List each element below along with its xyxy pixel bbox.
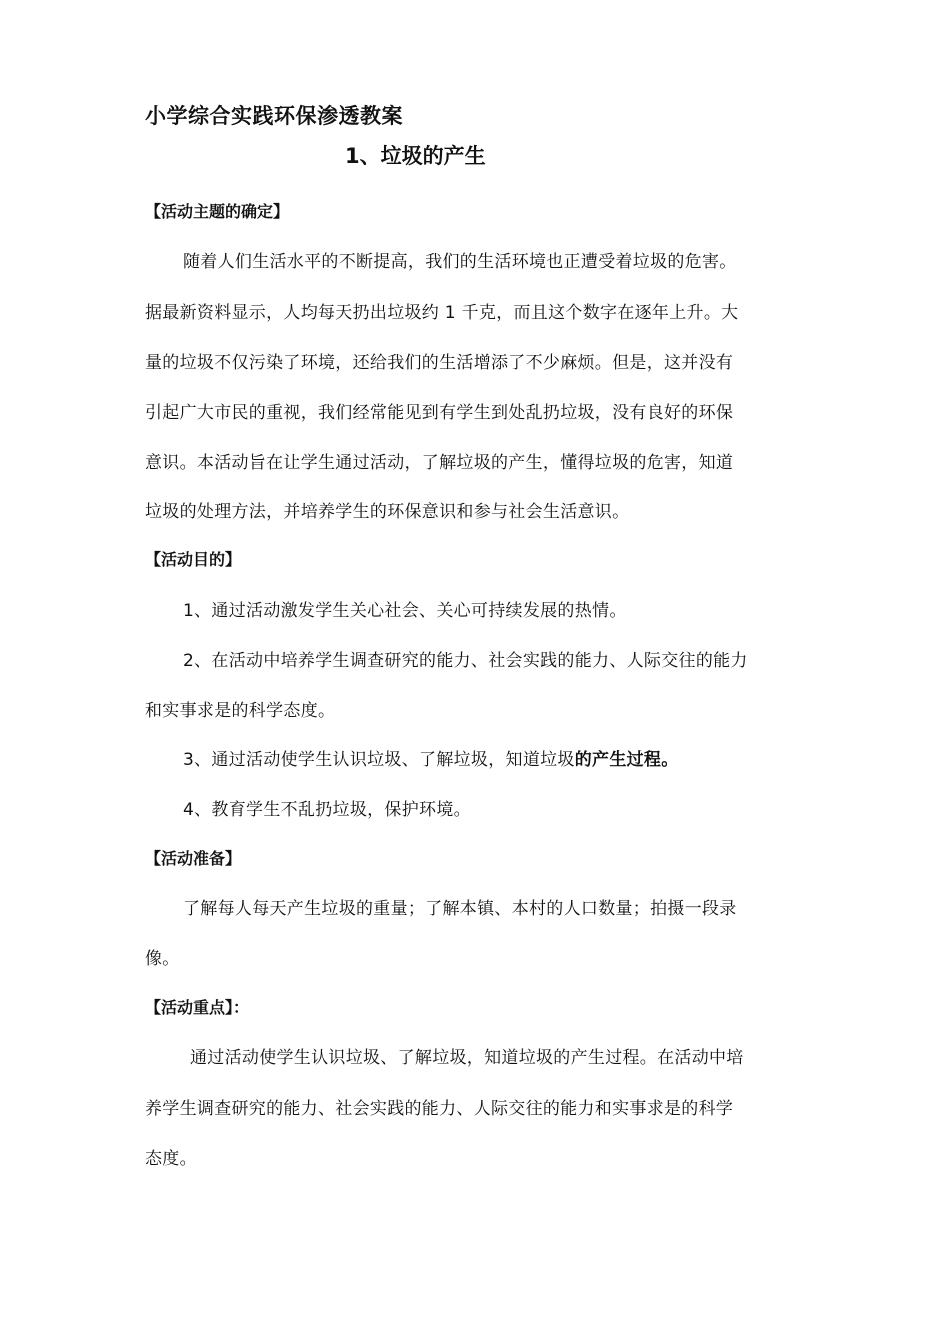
preparation-line: 了解每人每天产生垃圾的重量；了解本镇、本村的人口数量；拍摄一段录 bbox=[183, 899, 737, 919]
document-subtitle: 1、垃圾的产生 bbox=[345, 144, 486, 168]
purpose-item-2-cont: 和实事求是的科学态度。 bbox=[145, 701, 336, 721]
purpose-item-1: 1、通过活动激发学生关心社会、关心可持续发展的热情。 bbox=[183, 601, 627, 621]
purpose-item-3-bold-text: 的产生过程。 bbox=[574, 750, 679, 770]
section-heading-purpose: 【活动目的】 bbox=[145, 550, 242, 569]
section-heading-theme: 【活动主题的确定】 bbox=[145, 202, 290, 221]
section-heading-preparation: 【活动准备】 bbox=[145, 849, 242, 868]
theme-line: 据最新资料显示，人均每天扔出垃圾约 1 千克，而且这个数字在逐年上升。大 bbox=[145, 303, 739, 323]
document-title: 小学综合实践环保渗透教案 bbox=[145, 104, 403, 128]
theme-line: 引起广大市民的重视，我们经常能见到有学生到处乱扔垃圾，没有良好的环保 bbox=[145, 403, 734, 423]
focus-line: 通过活动使学生认识垃圾、了解垃圾，知道垃圾的产生过程。在活动中培 bbox=[190, 1048, 744, 1068]
theme-line: 垃圾的处理方法，并培养学生的环保意识和参与社会生活意识。 bbox=[145, 502, 630, 522]
purpose-item-2: 2、在活动中培养学生调查研究的能力、社会实践的能力、人际交往的能力 bbox=[183, 651, 748, 671]
focus-line: 养学生调查研究的能力、社会实践的能力、人际交往的能力和实事求是的科学 bbox=[145, 1099, 734, 1119]
theme-line: 随着人们生活水平的不断提高，我们的生活环境也正遭受着垃圾的危害。 bbox=[183, 252, 737, 272]
purpose-item-4: 4、教育学生不乱扔垃圾，保护环境。 bbox=[183, 800, 471, 820]
purpose-item-3-text: 3、通过活动使学生认识垃圾、了解垃圾，知道垃圾 bbox=[183, 750, 575, 770]
focus-line: 态度。 bbox=[145, 1149, 197, 1169]
theme-line: 量的垃圾不仅污染了环境，还给我们的生活增添了不少麻烦。但是，这并没有 bbox=[145, 353, 734, 373]
section-heading-focus: 【活动重点】： bbox=[145, 998, 250, 1017]
purpose-item-3 bbox=[183, 745, 679, 770]
theme-line: 意识。本活动旨在让学生通过活动，了解垃圾的产生，懂得垃圾的危害，知道 bbox=[145, 453, 734, 473]
preparation-line: 像。 bbox=[145, 949, 180, 969]
